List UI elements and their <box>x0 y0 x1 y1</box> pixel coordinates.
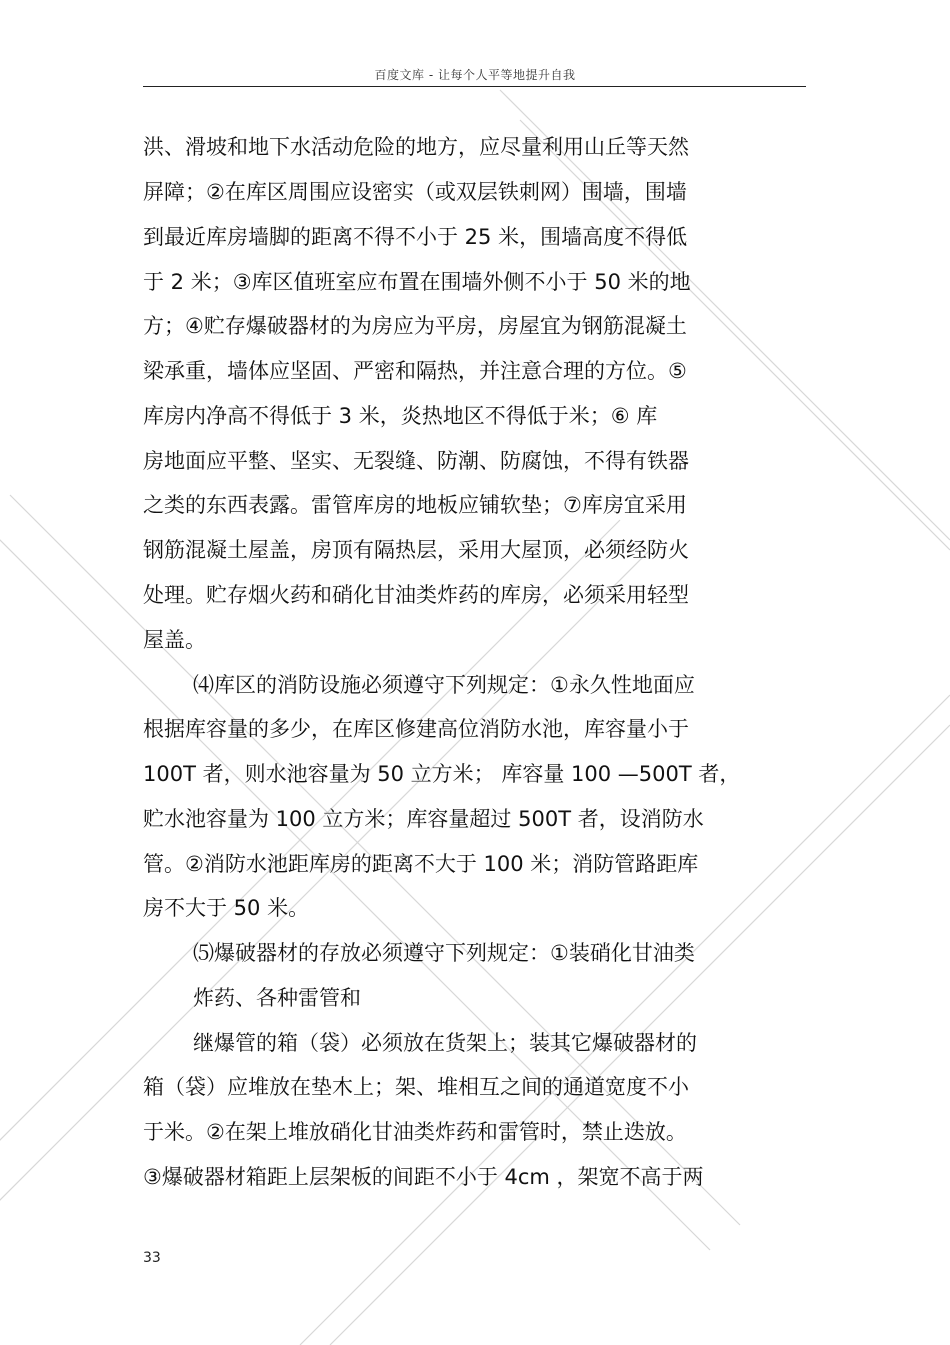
body-line: 于米。②在架上堆放硝化甘油类炸药和雷管时，禁止迭放。 <box>143 1120 687 1144</box>
body-line: ⑷库区的消防设施必须遵守下列规定：①永久性地面应 <box>193 673 695 697</box>
body-line: 100T 者，则水池容量为 50 立方米； 库容量 100 —500T 者， <box>143 762 741 786</box>
body-line: 钢筋混凝土屋盖，房顶有隔热层，采用大屋顶，必须经防火 <box>143 538 689 562</box>
body-line: 梁承重，墙体应坚固、严密和隔热，并注意合理的方位。⑤ <box>143 359 687 383</box>
body-line: 箱（袋）应堆放在垫木上；架、堆相互之间的通道宽度不小 <box>143 1075 689 1099</box>
body-line: 洪、滑坡和地下水活动危险的地方，应尽量利用山丘等天然 <box>143 135 689 159</box>
body-line: 到最近库房墙脚的距离不得不小于 25 米，围墙高度不得低 <box>143 225 688 249</box>
body-line: 继爆管的箱（袋）必须放在货架上；装其它爆破器材的 <box>193 1031 697 1055</box>
body-line: 库房内净高不得低于 3 米，炎热地区不得低于米；⑥ 库 <box>143 404 658 428</box>
body-line: 方；④贮存爆破器材的为房应为平房，房屋宜为钢筋混凝土 <box>143 314 687 338</box>
body-line: 处理。贮存烟火药和硝化甘油类炸药的库房，必须采用轻型 <box>143 583 689 607</box>
body-line: 贮水池容量为 100 立方米；库容量超过 500T 者，设消防水 <box>143 807 704 831</box>
body-line: 管。②消防水池距库房的距离不大于 100 米；消防管路距库 <box>143 852 699 876</box>
body-line: 之类的东西表露。雷管库房的地板应铺软垫；⑦库房宜采用 <box>143 493 687 517</box>
page-number: 33 <box>143 1250 161 1266</box>
body-line: 房地面应平整、坚实、无裂缝、防潮、防腐蚀，不得有铁器 <box>143 449 689 473</box>
body-line: ⑸爆破器材的存放必须遵守下列规定：①装硝化甘油类 <box>193 941 695 965</box>
body-line: 房不大于 50 米。 <box>143 896 310 920</box>
body-line: 于 2 米；③库区值班室应布置在围墙外侧不小于 50 米的地 <box>143 270 691 294</box>
body-line: 屋盖。 <box>143 628 206 652</box>
body-line: 根据库容量的多少，在库区修建高位消防水池，库容量小于 <box>143 717 689 741</box>
page-header: 百度文库 - 让每个人平等地提升自我 <box>374 68 576 82</box>
body-line: 炸药、各种雷管和 <box>193 986 361 1010</box>
body-line: 屏障；②在库区周围应设密实（或双层铁刺网）围墙，围墙 <box>143 180 687 204</box>
body-line: ③爆破器材箱距上层架板的间距不小于 4cm ，架宽不高于两 <box>143 1165 704 1189</box>
